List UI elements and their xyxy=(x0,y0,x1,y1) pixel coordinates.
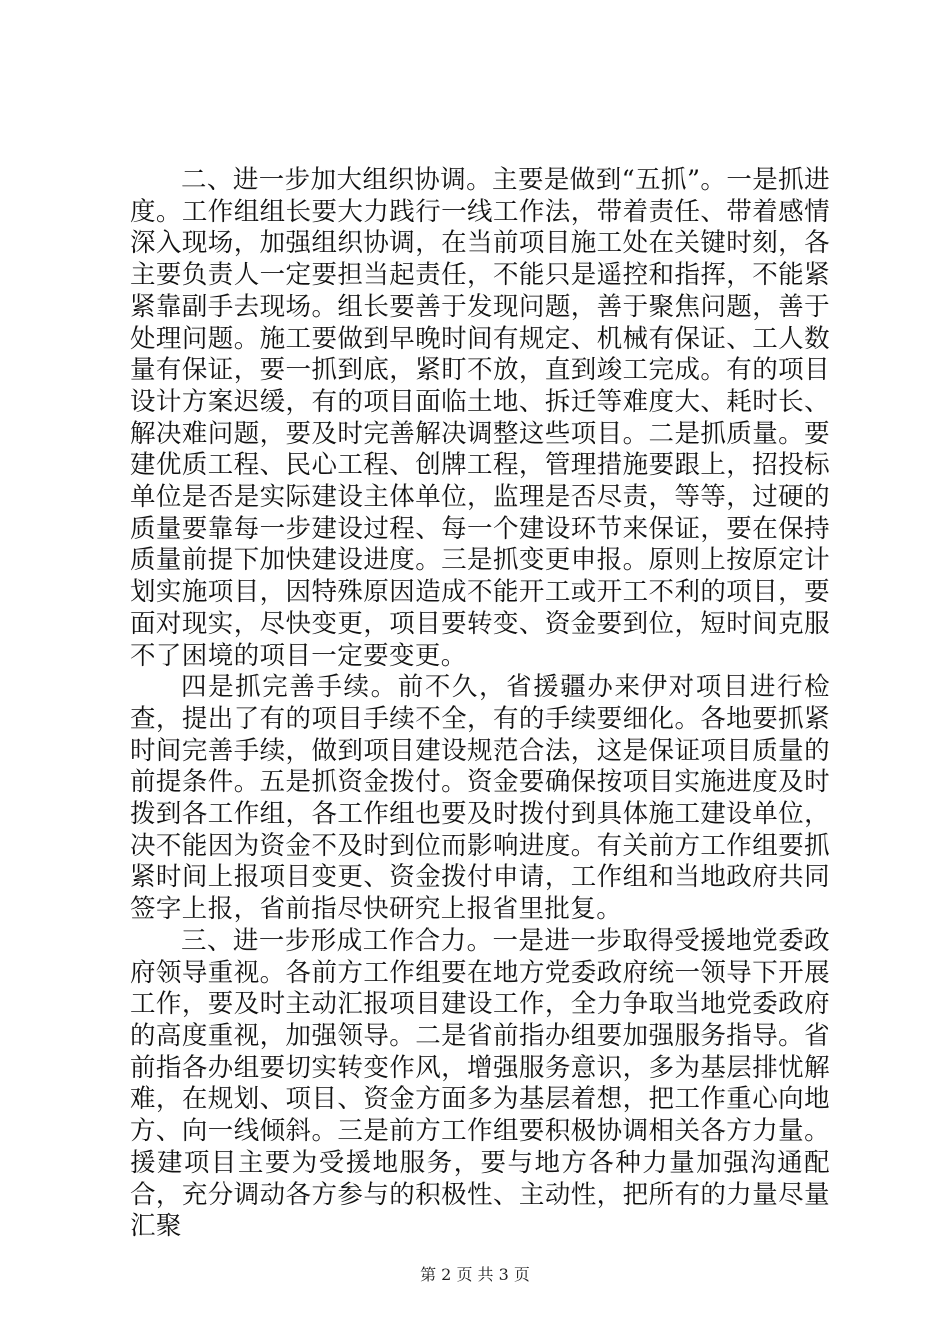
paragraph-procedures-funding: 四是抓完善手续。前不久，省援疆办来伊对项目进行检查，提出了有的项目手续不全，有的手续要细化。各地要抓紧时间完善手续，做到项目建设规范合法，这是保证项目质量的前提条件。五是抓资金拨付。资金要确保按项目实施进度及时拨到各工作组，各工作组也要及时拨付到具体施工建设单位，决不能因为资金不及时到位而影响进度。有关前方工作组要抓紧时间上报项目变更、资金拨付申请，工作组和当地政府共同签字上报，省前指尽快研究上报省里批复。 xyxy=(130,672,830,925)
document-body xyxy=(130,165,830,1243)
paragraph-organization-coordination: 二、进一步加大组织协调。主要是做到“五抓”。一是抓进度。工作组组长要大力践行一线工作法，带着责任、带着感情深入现场，加强组织协调，在当前项目施工处在关键时刻，各主要负责人一定要担当起责任，不能只是遥控和指挥，不能紧紧靠副手去现场。组长要善于发现问题，善于聚焦问题，善于处理问题。施工要做到早晚时间有规定、机械有保证、工人数量有保证，要一抓到底，紧盯不放，直到竣工完成。有的项目设计方案迟缓，有的项目面临土地、拆迁等难度大、耗时长、解决难问题，要及时完善解决调整这些项目。二是抓质量。要建优质工程、民心工程、创牌工程，管理措施要跟上，招投标单位是否是实际建设主体单位，监理是否尽责，等等，过硬的质量要靠每一步建设过程、每一个建设环节来保证，要在保持质量前提下加快建设进度。三是抓变更申报。原则上按原定计划实施项目，因特殊原因造成不能开工或开工不利的项目，要面对现实，尽快变更，项目要转变、资金要到位，短时间克服不了困境的项目一定要变更。 xyxy=(130,165,830,671)
paragraph-joint-effort: 三、进一步形成工作合力。一是进一步取得受援地党委政府领导重视。各前方工作组要在地方党委政府统一领导下开展工作，要及时主动汇报项目建设工作，全力争取当地党委政府的高度重视，加强领导。二是省前指办组要加强服务指导。省前指各办组要切实转变作风，增强服务意识，多为基层排忧解难，在规划、项目、资金方面多为基层着想，把工作重心向地方、向一线倾斜。三是前方工作组要积极协调相关各方力量。援建项目主要为受援地服务，要与地方各种力量加强沟通配合，充分调动各方参与的积极性、主动性，把所有的力量尽量汇聚 xyxy=(130,925,830,1242)
page-number-footer: 第 2 页 共 3 页 xyxy=(420,1265,530,1284)
